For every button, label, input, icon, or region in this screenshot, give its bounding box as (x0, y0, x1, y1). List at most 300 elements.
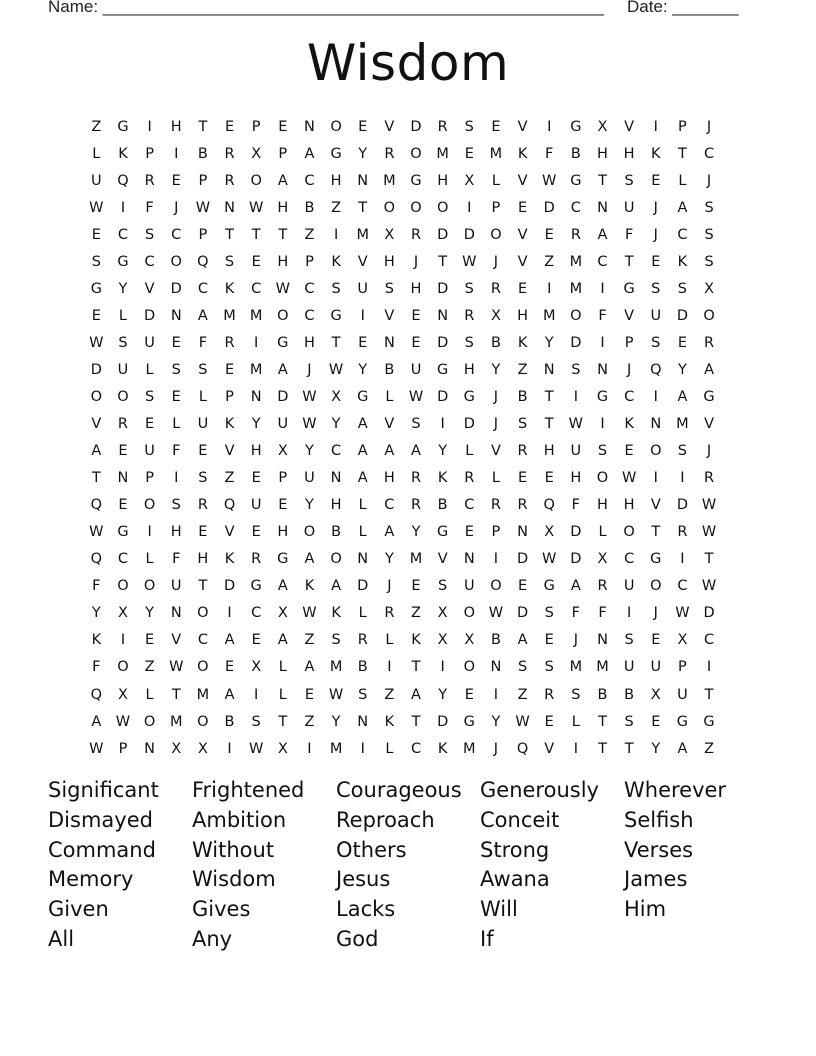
grid-letter: O (463, 605, 475, 622)
grid-letter: W (302, 416, 317, 433)
grid-letter: K (331, 253, 341, 270)
grid-letter: S (571, 361, 581, 378)
grid-letter: E (198, 443, 208, 460)
grid-letter: C (410, 740, 422, 757)
grid-letter: A (704, 361, 715, 378)
grid-letter: U (650, 659, 662, 676)
grid-letter: B (197, 145, 208, 162)
grid-letter: E (91, 307, 101, 324)
grid-letter: Y (491, 713, 501, 730)
grid-letter: Y (544, 334, 554, 351)
grid-letter: M (329, 659, 343, 676)
grid-letter: E (278, 497, 288, 514)
grid-letter: I (600, 416, 605, 433)
grid-letter: P (678, 659, 687, 676)
word-list-item: If (480, 926, 494, 951)
word-list-item: Gives (192, 897, 251, 922)
grid-letter: Z (544, 253, 555, 270)
grid-letter: V (517, 226, 528, 243)
grid-letter: L (145, 361, 154, 378)
grid-letter: K (384, 713, 395, 730)
grid-letter: G (703, 388, 715, 405)
grid-letter: G (277, 334, 289, 351)
grid-letter: Y (358, 145, 368, 162)
word-list-item: Awana (480, 867, 550, 892)
grid-letter: G (410, 172, 422, 189)
grid-letter: V (357, 253, 368, 270)
grid-letter: N (144, 740, 156, 757)
grid-letter: I (174, 470, 179, 487)
grid-letter: L (598, 524, 607, 541)
grid-letter: M (383, 172, 396, 189)
grid-letter: R (197, 497, 208, 514)
grid-letter: N (383, 334, 395, 351)
grid-letter: V (544, 740, 555, 757)
grid-letter: T (411, 659, 421, 676)
grid-letter: J (653, 605, 658, 622)
grid-letter: I (307, 740, 312, 757)
grid-letter: P (198, 172, 208, 189)
grid-letter: C (597, 253, 608, 270)
grid-letter: T (251, 226, 261, 243)
grid-letter: B (624, 686, 635, 703)
grid-letter: L (118, 307, 127, 324)
grid-letter: I (333, 226, 339, 243)
grid-letter: T (171, 686, 181, 703)
grid-letter: N (597, 361, 608, 378)
grid-letter: I (600, 334, 605, 351)
word-list-item: Significant (48, 778, 159, 802)
grid-letter: W (89, 199, 104, 216)
grid-letter: M (569, 659, 583, 676)
grid-letter: O (117, 659, 129, 676)
grid-letter: E (544, 226, 554, 243)
grid-letter: T (651, 524, 661, 541)
grid-letter: X (171, 740, 182, 757)
grid-letter: A (357, 470, 368, 487)
grid-letter: U (304, 470, 315, 487)
grid-letter: S (198, 361, 208, 378)
grid-letter: O (490, 226, 502, 243)
grid-letter: R (464, 307, 475, 324)
grid-letter: M (409, 551, 423, 568)
word-list-item: God (336, 926, 379, 951)
grid-letter: S (517, 416, 528, 433)
grid-letter: E (464, 686, 474, 703)
grid-letter: S (331, 632, 341, 649)
grid-letter: T (677, 145, 687, 162)
grid-letter: Q (197, 253, 209, 270)
grid-letter: P (118, 740, 128, 757)
grid-letter: W (115, 713, 131, 730)
grid-letter: J (573, 632, 578, 649)
grid-letter: U (91, 172, 102, 189)
grid-letter: C (144, 253, 155, 270)
grid-letter: L (385, 632, 394, 649)
grid-letter: F (92, 578, 101, 595)
grid-letter: P (305, 253, 314, 270)
grid-letter: H (383, 253, 395, 270)
grid-letter: A (384, 524, 395, 541)
grid-letter: Y (651, 740, 661, 757)
word-list-item: Frightened (192, 778, 305, 802)
grid-letter: N (170, 605, 182, 622)
grid-letter: E (358, 118, 368, 135)
grid-letter: Y (384, 551, 394, 568)
date-field-label: Date: _______ (627, 0, 739, 16)
grid-letter: I (120, 199, 126, 216)
grid-letter: B (490, 334, 501, 351)
grid-letter: I (493, 551, 499, 568)
grid-letter: E (651, 253, 661, 270)
grid-letter: S (91, 253, 101, 270)
grid-letter: R (144, 172, 155, 189)
grid-letter: O (650, 443, 662, 460)
grid-letter: P (278, 470, 288, 487)
grid-letter: I (147, 118, 152, 135)
grid-letter: Z (517, 686, 528, 703)
grid-letter: I (493, 686, 499, 703)
grid-letter: Y (411, 524, 421, 541)
grid-letter: N (330, 470, 342, 487)
word-list-item: Wisdom (192, 867, 276, 892)
page-title: Wisdom (306, 34, 510, 92)
grid-letter: W (195, 199, 211, 216)
grid-letter: X (277, 740, 288, 757)
grid-letter: J (387, 578, 392, 595)
grid-letter: A (91, 443, 102, 460)
grid-letter: F (545, 145, 554, 162)
grid-letter: R (490, 280, 501, 297)
grid-letter: G (463, 388, 475, 405)
grid-letter: A (677, 388, 688, 405)
word-list-item: Any (192, 926, 233, 951)
grid-letter: X (597, 551, 608, 568)
grid-letter: T (598, 740, 607, 757)
grid-letter: S (464, 118, 474, 135)
grid-letter: O (463, 659, 475, 676)
grid-letter: J (174, 199, 179, 216)
grid-letter: D (223, 578, 236, 595)
grid-letter: W (701, 578, 717, 595)
grid-letter: T (198, 578, 208, 595)
grid-letter: C (117, 551, 129, 568)
grid-letter: E (251, 253, 261, 270)
grid-letter: X (197, 740, 208, 757)
grid-letter: G (570, 172, 582, 189)
grid-letter: E (651, 713, 661, 730)
grid-letter: I (147, 524, 152, 541)
grid-letter: N (357, 172, 369, 189)
grid-letter: O (143, 497, 156, 514)
grid-letter: E (171, 172, 181, 189)
grid-letter: M (436, 145, 449, 162)
grid-letter: C (570, 199, 581, 216)
grid-letter: M (329, 740, 343, 757)
grid-letter: P (491, 199, 501, 216)
grid-letter: T (704, 551, 714, 568)
grid-letter: T (358, 199, 368, 216)
grid-letter: L (571, 713, 580, 730)
grid-letter: M (223, 307, 236, 324)
grid-letter: G (117, 524, 129, 541)
grid-letter: Q (650, 361, 662, 378)
grid-letter: H (517, 307, 529, 324)
word-list-item: Others (336, 837, 407, 862)
grid-letter: L (145, 551, 154, 568)
grid-letter: H (330, 497, 342, 514)
grid-letter: N (597, 199, 608, 216)
grid-letter: B (490, 632, 501, 649)
grid-letter: R (117, 416, 128, 433)
grid-letter: S (331, 280, 341, 297)
grid-letter: I (360, 307, 365, 324)
grid-letter: G (117, 253, 129, 270)
grid-letter: H (623, 497, 635, 514)
grid-letter: W (515, 713, 530, 730)
grid-letter: F (145, 199, 154, 216)
grid-letter: M (569, 253, 583, 270)
grid-letter: X (437, 632, 448, 649)
grid-letter: N (357, 551, 369, 568)
grid-letter: E (544, 470, 554, 487)
grid-letter: L (385, 740, 394, 757)
grid-letter: M (676, 416, 689, 433)
grid-letter: D (516, 551, 529, 568)
grid-letter: O (117, 388, 129, 405)
grid-letter: U (463, 578, 475, 595)
grid-letter: G (330, 307, 342, 324)
grid-letter: Y (438, 443, 448, 460)
grid-letter: O (623, 524, 635, 541)
grid-letter: J (653, 226, 658, 243)
grid-letter: F (92, 659, 101, 676)
grid-letter: L (491, 470, 500, 487)
grid-letter: C (703, 145, 715, 162)
word-list-item: Jesus (336, 867, 391, 892)
grid-letter: L (358, 497, 367, 514)
grid-letter: D (463, 226, 475, 243)
grid-letter: N (117, 470, 129, 487)
word-list-item: Strong (480, 837, 550, 862)
word-list-item: Conceit (480, 807, 560, 832)
grid-letter: H (597, 145, 608, 162)
grid-letter: D (543, 199, 555, 216)
grid-letter: X (277, 443, 288, 460)
grid-letter: A (304, 659, 315, 676)
grid-letter: O (90, 388, 103, 405)
grid-letter: E (464, 524, 474, 541)
grid-letter: W (89, 524, 104, 541)
grid-letter: Q (90, 551, 103, 568)
grid-letter: C (197, 280, 208, 297)
grid-letter: X (490, 307, 501, 324)
grid-letter: U (570, 443, 582, 460)
grid-letter: S (464, 334, 474, 351)
grid-letter: S (651, 334, 661, 351)
grid-letter: H (570, 470, 582, 487)
grid-letter: N (357, 713, 369, 730)
grid-letter: F (571, 605, 581, 622)
grid-letter: Y (331, 713, 341, 730)
grid-letter: N (224, 199, 235, 216)
grid-letter: C (304, 307, 315, 324)
grid-letter: S (251, 713, 261, 730)
grid-letter: K (224, 280, 235, 297)
grid-letter: S (358, 686, 368, 703)
grid-letter: I (254, 686, 259, 703)
grid-letter: G (250, 578, 262, 595)
grid-letter: X (464, 632, 475, 649)
grid-letter: M (249, 307, 263, 324)
word-list-item: Verses (624, 837, 694, 862)
grid-letter: J (653, 199, 658, 216)
grid-letter: H (437, 172, 449, 189)
grid-letter: H (170, 524, 182, 541)
grid-letter: V (437, 551, 448, 568)
grid-letter: R (544, 686, 555, 703)
grid-letter: K (224, 551, 235, 568)
grid-letter: V (517, 172, 528, 189)
grid-letter: W (408, 388, 424, 405)
grid-letter: A (304, 551, 315, 568)
grid-letter: K (224, 416, 235, 433)
grid-letter: S (144, 226, 155, 243)
word-list-item: Reproach (336, 807, 435, 832)
grid-letter: Y (305, 497, 314, 514)
grid-letter: H (410, 280, 422, 297)
grid-letter: K (517, 145, 528, 162)
grid-letter: G (650, 551, 662, 568)
grid-letter: O (410, 145, 422, 162)
grid-letter: G (623, 280, 635, 297)
grid-letter: O (330, 551, 342, 568)
grid-letter: A (197, 307, 208, 324)
grid-letter: E (677, 334, 687, 351)
grid-letter: Y (491, 361, 501, 378)
grid-letter: C (197, 632, 208, 649)
grid-letter: J (493, 253, 499, 270)
grid-letter: T (331, 334, 341, 351)
grid-letter: B (597, 686, 608, 703)
grid-letter: D (437, 713, 449, 730)
grid-letter: U (357, 280, 369, 297)
grid-letter: G (570, 118, 582, 135)
grid-letter: W (89, 334, 104, 351)
grid-letter: H (277, 253, 289, 270)
grid-letter: S (651, 280, 661, 297)
grid-letter: K (331, 605, 341, 622)
grid-letter: B (331, 524, 342, 541)
grid-letter: E (544, 713, 554, 730)
grid-letter: S (544, 659, 554, 676)
name-field-label: Name: _____________________________________________________ (48, 0, 604, 16)
grid-letter: V (384, 307, 395, 324)
grid-letter: O (383, 199, 396, 216)
grid-letter: M (249, 361, 263, 378)
grid-letter: I (706, 659, 712, 676)
grid-letter: A (357, 416, 368, 433)
grid-letter: X (437, 605, 448, 622)
grid-letter: J (626, 361, 632, 378)
grid-letter: W (169, 659, 184, 676)
grid-letter: U (144, 443, 155, 460)
grid-letter: U (623, 578, 635, 595)
grid-letter: X (331, 388, 342, 405)
grid-letter: L (145, 686, 154, 703)
word-list-item: Ambition (192, 807, 287, 832)
word-list-item: Will (480, 897, 518, 922)
grid-letter: G (277, 551, 289, 568)
grid-letter: K (677, 253, 688, 270)
grid-letter: Q (223, 497, 236, 514)
grid-letter: A (677, 740, 688, 757)
grid-letter: R (517, 497, 528, 514)
grid-letter: Y (91, 605, 101, 622)
grid-letter: X (251, 145, 262, 162)
grid-letter: T (198, 118, 208, 135)
grid-letter: S (118, 334, 128, 351)
grid-letter: S (624, 713, 634, 730)
grid-letter: G (117, 118, 129, 135)
grid-letter: A (570, 578, 581, 595)
grid-letter: E (517, 280, 528, 297)
grid-letter: I (680, 470, 685, 487)
grid-letter: G (330, 145, 342, 162)
grid-letter: G (703, 713, 715, 730)
grid-letter: Z (304, 632, 315, 649)
grid-letter: D (437, 280, 449, 297)
grid-letter: S (171, 361, 181, 378)
grid-letter: K (118, 145, 128, 162)
grid-letter: W (675, 605, 690, 622)
grid-letter: C (117, 226, 129, 243)
grid-letter: T (278, 226, 288, 243)
grid-letter: S (624, 632, 634, 649)
grid-letter: I (360, 740, 365, 757)
grid-letter: Y (145, 605, 155, 622)
grid-letter: B (224, 713, 235, 730)
grid-letter: L (278, 659, 287, 676)
grid-letter: E (411, 307, 421, 324)
grid-letter: A (91, 713, 102, 730)
grid-letter: D (676, 497, 688, 514)
grid-letter: I (227, 740, 232, 757)
grid-letter: T (411, 713, 421, 730)
grid-letter: U (410, 361, 422, 378)
grid-letter: L (465, 443, 474, 460)
grid-letter: B (304, 199, 315, 216)
grid-letter: Z (331, 199, 342, 216)
grid-letter: H (543, 443, 555, 460)
grid-letter: Y (358, 361, 368, 378)
grid-letter: E (251, 632, 261, 649)
grid-letter: X (544, 524, 555, 541)
grid-letter: C (677, 226, 688, 243)
grid-letter: H (250, 443, 262, 460)
grid-letter: J (493, 388, 499, 405)
grid-letter: W (568, 416, 584, 433)
grid-letter: S (464, 280, 474, 297)
grid-letter: I (254, 334, 259, 351)
grid-letter: D (170, 280, 182, 297)
grid-letter: C (624, 551, 635, 568)
grid-letter: W (248, 740, 264, 757)
grid-letter: R (224, 145, 235, 162)
grid-letter: A (277, 172, 288, 189)
grid-letter: X (277, 605, 288, 622)
grid-letter: C (703, 632, 715, 649)
